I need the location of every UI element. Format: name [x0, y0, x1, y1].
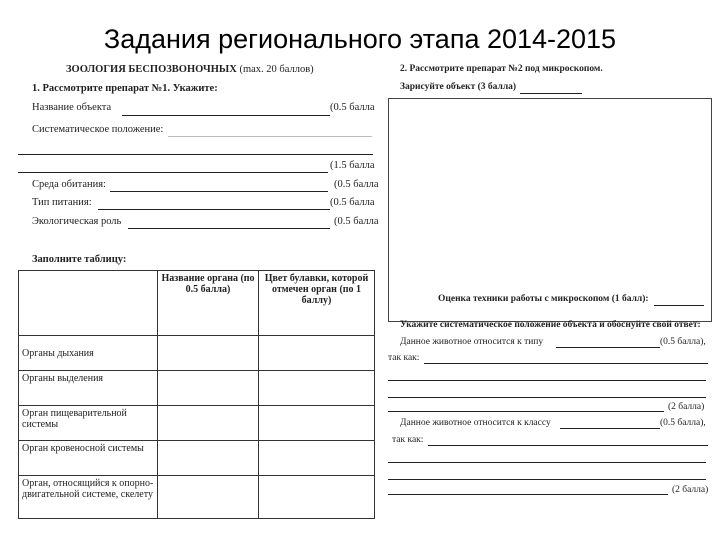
eco-role-points: (0.5 балла [334, 216, 379, 227]
section-header [66, 64, 314, 75]
eco-role-field[interactable] [128, 228, 330, 229]
systematic-field-2[interactable] [18, 154, 373, 155]
class-reason-field-1[interactable] [428, 445, 708, 446]
table-row [19, 406, 375, 441]
class-reason-field-4[interactable] [388, 494, 668, 495]
cell-organ-name[interactable] [158, 476, 259, 519]
draw-score-field[interactable] [520, 93, 582, 94]
reason-field-4[interactable] [388, 411, 664, 412]
cell-pin-color[interactable] [259, 406, 375, 441]
feeding-points: (0.5 балла [330, 197, 375, 208]
table-row [19, 371, 375, 406]
systematic-label: Систематическое положение: [32, 124, 164, 135]
type-field[interactable] [556, 347, 660, 348]
object-name-label: Название объекта [32, 102, 112, 113]
row-label-digestive: Орган пищеварительной системы [19, 406, 158, 441]
cell-pin-color[interactable] [259, 476, 375, 519]
right-worksheet [388, 60, 710, 500]
systematic-field-3[interactable] [18, 172, 328, 173]
task2-heading: 2. Рассмотрите препарат №2 под микроскопом. [400, 64, 603, 74]
cell-pin-color[interactable] [259, 336, 375, 371]
left-worksheet [18, 60, 379, 500]
task1-heading: 1. Рассмотрите препарат №1. Укажите: [32, 83, 218, 94]
class-field[interactable] [560, 428, 660, 429]
technique-label: Оценка техники работы с микроскопом (1 балл): [438, 294, 649, 304]
table-header-row [19, 271, 375, 336]
class-label: Данное животное относится к классу [400, 418, 551, 428]
reason-field-1[interactable] [424, 363, 708, 364]
type-label: Данное животное относится к типу [400, 337, 544, 347]
habitat-label: Среда обитания: [32, 179, 106, 190]
systematic-field-1[interactable] [168, 136, 372, 137]
cell-pin-color[interactable] [259, 441, 375, 476]
fill-table-heading: Заполните таблицу: [32, 254, 127, 265]
row-label-circulatory: Орган кровеносной системы [19, 441, 158, 476]
class-reason-field-3[interactable] [388, 479, 706, 480]
table-row [19, 336, 375, 371]
column-header-organ: Название органа (по 0.5 балла) [158, 271, 259, 336]
draw-label: Зарисуйте объект (3 балла) [400, 82, 517, 92]
technique-score-field[interactable] [654, 305, 704, 306]
object-name-field[interactable] [122, 115, 330, 116]
drawing-area[interactable] [388, 98, 712, 322]
cell-pin-color[interactable] [259, 371, 375, 406]
cell-organ-name[interactable] [158, 371, 259, 406]
cell-organ-name[interactable] [158, 441, 259, 476]
class-points: (0.5 балла), [660, 418, 706, 428]
organs-table [18, 270, 375, 519]
row-label-skeletal: Орган, относящийся к опорно-двигательной системе, скелету [19, 476, 158, 519]
feeding-label: Тип питания: [32, 197, 92, 208]
habitat-field[interactable] [110, 191, 328, 192]
column-header-color: Цвет булавки, которой отмечен орган (по 1 баллу) [259, 271, 375, 336]
section-header-points: (max. 20 баллов) [239, 64, 314, 75]
object-name-points: (0.5 балла [330, 102, 375, 113]
because-label-2: так как: [392, 435, 424, 445]
because-label: так как: [388, 353, 420, 363]
table-row [19, 441, 375, 476]
reason-field-3[interactable] [388, 397, 706, 398]
feeding-field[interactable] [98, 209, 330, 210]
eco-role-label: Экологическая роль [32, 216, 122, 227]
section-header-text: ЗООЛОГИЯ БЕСПОЗВОНОЧНЫХ [66, 64, 237, 75]
systematic-points: (1.5 балла [330, 160, 375, 171]
reason-points: (2 балла) [668, 402, 705, 412]
row-label-excretion: Органы выделения [19, 371, 158, 406]
table-row [19, 476, 375, 519]
class-reason-points: (2 балла) [672, 485, 709, 495]
table-corner-cell [19, 271, 158, 336]
class-reason-field-2[interactable] [388, 462, 706, 463]
cell-organ-name[interactable] [158, 406, 259, 441]
habitat-points: (0.5 балла [334, 179, 379, 190]
type-points: (0.5 балла), [660, 337, 706, 347]
systematic-instruction: Укажите систематическое положение объекта и обоснуйте свой ответ: [400, 320, 701, 330]
row-label-breathing: Органы дыхания [19, 336, 158, 371]
page-title: Задания регионального этапа 2014-2015 [103, 24, 617, 54]
cell-organ-name[interactable] [158, 336, 259, 371]
reason-field-2[interactable] [388, 380, 706, 381]
